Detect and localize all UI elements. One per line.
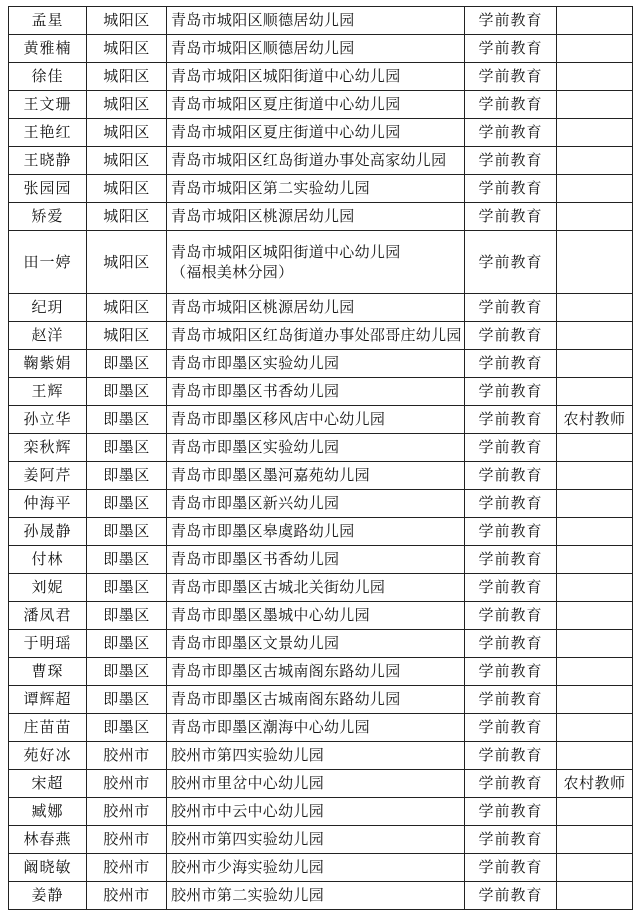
table-row — [9, 406, 633, 434]
district-cell: 城阳区 — [87, 231, 167, 294]
note-cell — [557, 462, 633, 490]
school-cell: 青岛市即墨区潮海中心幼儿园 — [167, 714, 465, 742]
subject-cell: 学前教育 — [465, 378, 557, 406]
school-cell: 青岛市即墨区墨河嘉苑幼儿园 — [167, 462, 465, 490]
teacher-name-cell: 栾秋辉 — [9, 434, 87, 462]
table-row — [9, 322, 633, 350]
school-cell: 青岛市城阳区第二实验幼儿园 — [167, 175, 465, 203]
district-cell: 城阳区 — [87, 119, 167, 147]
school-cell: 胶州市第二实验幼儿园 — [167, 882, 465, 910]
note-cell — [557, 119, 633, 147]
district-cell: 即墨区 — [87, 686, 167, 714]
district-cell: 胶州市 — [87, 826, 167, 854]
school-cell: 青岛市即墨区书香幼儿园 — [167, 546, 465, 574]
district-cell: 城阳区 — [87, 203, 167, 231]
table-body — [9, 7, 633, 910]
school-cell: 青岛市城阳区桃源居幼儿园 — [167, 203, 465, 231]
district-cell: 胶州市 — [87, 854, 167, 882]
subject-cell: 学前教育 — [465, 462, 557, 490]
district-cell: 即墨区 — [87, 602, 167, 630]
district-cell: 城阳区 — [87, 147, 167, 175]
school-cell: 青岛市即墨区移风店中心幼儿园 — [167, 406, 465, 434]
teacher-name-cell: 潘凤君 — [9, 602, 87, 630]
table-row — [9, 462, 633, 490]
subject-cell: 学前教育 — [465, 546, 557, 574]
note-cell — [557, 882, 633, 910]
teacher-name-cell: 田一婷 — [9, 231, 87, 294]
subject-cell: 学前教育 — [465, 231, 557, 294]
table-row — [9, 91, 633, 119]
district-cell: 城阳区 — [87, 294, 167, 322]
table-row — [9, 686, 633, 714]
table-row — [9, 742, 633, 770]
note-cell — [557, 7, 633, 35]
district-cell: 胶州市 — [87, 770, 167, 798]
subject-cell: 学前教育 — [465, 714, 557, 742]
note-cell — [557, 434, 633, 462]
teacher-name-cell: 庄苗苗 — [9, 714, 87, 742]
note-cell — [557, 714, 633, 742]
table-row — [9, 602, 633, 630]
teacher-name-cell: 姜阿芹 — [9, 462, 87, 490]
teacher-name-cell: 孟星 — [9, 7, 87, 35]
table-row — [9, 490, 633, 518]
district-cell: 胶州市 — [87, 742, 167, 770]
subject-cell: 学前教育 — [465, 686, 557, 714]
teacher-name-cell: 付林 — [9, 546, 87, 574]
subject-cell: 学前教育 — [465, 322, 557, 350]
subject-cell: 学前教育 — [465, 203, 557, 231]
district-cell: 即墨区 — [87, 378, 167, 406]
note-cell — [557, 91, 633, 119]
school-cell: 胶州市中云中心幼儿园 — [167, 798, 465, 826]
subject-cell: 学前教育 — [465, 406, 557, 434]
school-cell: 青岛市即墨区文景幼儿园 — [167, 630, 465, 658]
subject-cell: 学前教育 — [465, 658, 557, 686]
table-row — [9, 35, 633, 63]
note-cell — [557, 294, 633, 322]
note-cell — [557, 742, 633, 770]
teacher-name-cell: 姜静 — [9, 882, 87, 910]
table-row — [9, 7, 633, 35]
note-cell — [557, 686, 633, 714]
teacher-name-cell: 黄雅楠 — [9, 35, 87, 63]
teacher-name-cell: 张园园 — [9, 175, 87, 203]
table-row — [9, 350, 633, 378]
note-cell — [557, 175, 633, 203]
district-cell: 即墨区 — [87, 406, 167, 434]
subject-cell: 学前教育 — [465, 770, 557, 798]
school-cell: 青岛市即墨区新兴幼儿园 — [167, 490, 465, 518]
district-cell: 胶州市 — [87, 798, 167, 826]
subject-cell: 学前教育 — [465, 518, 557, 546]
school-cell: 胶州市里岔中心幼儿园 — [167, 770, 465, 798]
school-cell: 青岛市城阳区夏庄街道中心幼儿园 — [167, 91, 465, 119]
table-row — [9, 798, 633, 826]
district-cell: 即墨区 — [87, 658, 167, 686]
note-cell — [557, 490, 633, 518]
subject-cell: 学前教育 — [465, 882, 557, 910]
note-cell — [557, 518, 633, 546]
note-cell — [557, 378, 633, 406]
teacher-name-cell: 孙立华 — [9, 406, 87, 434]
note-cell — [557, 854, 633, 882]
school-line-1: 青岛市城阳区城阳街道中心幼儿园 — [171, 243, 401, 261]
note-cell — [557, 798, 633, 826]
school-cell: 青岛市即墨区书香幼儿园 — [167, 378, 465, 406]
school-cell: 青岛市城阳区红岛街道办事处邵哥庄幼儿园 — [167, 322, 465, 350]
table-row — [9, 546, 633, 574]
table-row — [9, 203, 633, 231]
teacher-list-table — [8, 6, 633, 910]
subject-cell: 学前教育 — [465, 294, 557, 322]
district-cell: 城阳区 — [87, 7, 167, 35]
subject-cell: 学前教育 — [465, 798, 557, 826]
table-row — [9, 434, 633, 462]
school-cell: 青岛市即墨区古城北关街幼儿园 — [167, 574, 465, 602]
note-cell — [557, 203, 633, 231]
note-cell — [557, 231, 633, 294]
district-cell: 即墨区 — [87, 630, 167, 658]
table-row — [9, 630, 633, 658]
school-cell: 青岛市即墨区实验幼儿园 — [167, 350, 465, 378]
school-cell: 青岛市城阳区桃源居幼儿园 — [167, 294, 465, 322]
teacher-name-cell: 臧娜 — [9, 798, 87, 826]
teacher-name-cell: 徐佳 — [9, 63, 87, 91]
teacher-name-cell: 仲海平 — [9, 490, 87, 518]
district-cell: 即墨区 — [87, 574, 167, 602]
table-row — [9, 119, 633, 147]
school-cell: 胶州市第四实验幼儿园 — [167, 826, 465, 854]
subject-cell: 学前教育 — [465, 91, 557, 119]
teacher-name-cell: 王辉 — [9, 378, 87, 406]
table-row — [9, 518, 633, 546]
district-cell: 即墨区 — [87, 462, 167, 490]
subject-cell: 学前教育 — [465, 854, 557, 882]
table-row — [9, 63, 633, 91]
teacher-name-cell: 宋超 — [9, 770, 87, 798]
table-row — [9, 826, 633, 854]
school-cell: 青岛市即墨区古城南阁东路幼儿园 — [167, 658, 465, 686]
table-row — [9, 147, 633, 175]
teacher-name-cell: 林春燕 — [9, 826, 87, 854]
subject-cell: 学前教育 — [465, 35, 557, 63]
teacher-name-cell: 王艳红 — [9, 119, 87, 147]
subject-cell: 学前教育 — [465, 119, 557, 147]
table-row — [9, 378, 633, 406]
teacher-name-cell: 苑好冰 — [9, 742, 87, 770]
note-cell — [557, 826, 633, 854]
table-row — [9, 294, 633, 322]
subject-cell: 学前教育 — [465, 63, 557, 91]
table-row — [9, 574, 633, 602]
subject-cell: 学前教育 — [465, 574, 557, 602]
note-cell — [557, 658, 633, 686]
district-cell: 即墨区 — [87, 546, 167, 574]
teacher-name-cell: 王晓静 — [9, 147, 87, 175]
subject-cell: 学前教育 — [465, 630, 557, 658]
school-cell: 青岛市即墨区墨城中心幼儿园 — [167, 602, 465, 630]
school-cell: 胶州市少海实验幼儿园 — [167, 854, 465, 882]
table-row — [9, 231, 633, 294]
table-row — [9, 882, 633, 910]
school-cell — [167, 231, 465, 294]
note-cell — [557, 147, 633, 175]
subject-cell: 学前教育 — [465, 147, 557, 175]
note-cell — [557, 574, 633, 602]
subject-cell: 学前教育 — [465, 434, 557, 462]
district-cell: 即墨区 — [87, 434, 167, 462]
district-cell: 即墨区 — [87, 714, 167, 742]
school-cell: 青岛市即墨区实验幼儿园 — [167, 434, 465, 462]
teacher-name-cell: 矫爱 — [9, 203, 87, 231]
teacher-name-cell: 孙晟静 — [9, 518, 87, 546]
subject-cell: 学前教育 — [465, 175, 557, 203]
table-row — [9, 714, 633, 742]
note-cell — [557, 602, 633, 630]
subject-cell: 学前教育 — [465, 490, 557, 518]
note-cell — [557, 35, 633, 63]
subject-cell: 学前教育 — [465, 350, 557, 378]
school-cell: 青岛市城阳区顺德居幼儿园 — [167, 35, 465, 63]
note-cell — [557, 350, 633, 378]
note-cell: 农村教师 — [557, 406, 633, 434]
school-cell: 青岛市城阳区城阳街道中心幼儿园 — [167, 63, 465, 91]
table-row — [9, 770, 633, 798]
teacher-name-cell: 曹琛 — [9, 658, 87, 686]
teacher-name-cell: 纪玥 — [9, 294, 87, 322]
teacher-name-cell: 谭辉超 — [9, 686, 87, 714]
teacher-name-cell: 赵洋 — [9, 322, 87, 350]
teacher-name-cell: 刘妮 — [9, 574, 87, 602]
district-cell: 城阳区 — [87, 322, 167, 350]
note-cell — [557, 546, 633, 574]
district-cell: 即墨区 — [87, 350, 167, 378]
school-cell: 青岛市城阳区顺德居幼儿园 — [167, 7, 465, 35]
subject-cell: 学前教育 — [465, 7, 557, 35]
district-cell: 即墨区 — [87, 518, 167, 546]
teacher-name-cell: 于明瑶 — [9, 630, 87, 658]
district-cell: 城阳区 — [87, 35, 167, 63]
school-cell: 青岛市城阳区夏庄街道中心幼儿园 — [167, 119, 465, 147]
school-cell: 青岛市城阳区红岛街道办事处高家幼儿园 — [167, 147, 465, 175]
subject-cell: 学前教育 — [465, 742, 557, 770]
district-cell: 胶州市 — [87, 882, 167, 910]
note-cell — [557, 63, 633, 91]
school-cell: 青岛市即墨区皋虞路幼儿园 — [167, 518, 465, 546]
teacher-name-cell: 阚晓敏 — [9, 854, 87, 882]
district-cell: 城阳区 — [87, 175, 167, 203]
school-cell: 青岛市即墨区古城南阁东路幼儿园 — [167, 686, 465, 714]
district-cell: 城阳区 — [87, 63, 167, 91]
teacher-name-cell: 鞠紫娟 — [9, 350, 87, 378]
school-cell: 胶州市第四实验幼儿园 — [167, 742, 465, 770]
district-cell: 即墨区 — [87, 490, 167, 518]
table-row — [9, 658, 633, 686]
district-cell: 城阳区 — [87, 91, 167, 119]
table-row — [9, 854, 633, 882]
subject-cell: 学前教育 — [465, 602, 557, 630]
school-line-2: （福根美林分园） — [171, 263, 294, 281]
teacher-name-cell: 王文珊 — [9, 91, 87, 119]
note-cell: 农村教师 — [557, 770, 633, 798]
note-cell — [557, 322, 633, 350]
subject-cell: 学前教育 — [465, 826, 557, 854]
note-cell — [557, 630, 633, 658]
table-row — [9, 175, 633, 203]
